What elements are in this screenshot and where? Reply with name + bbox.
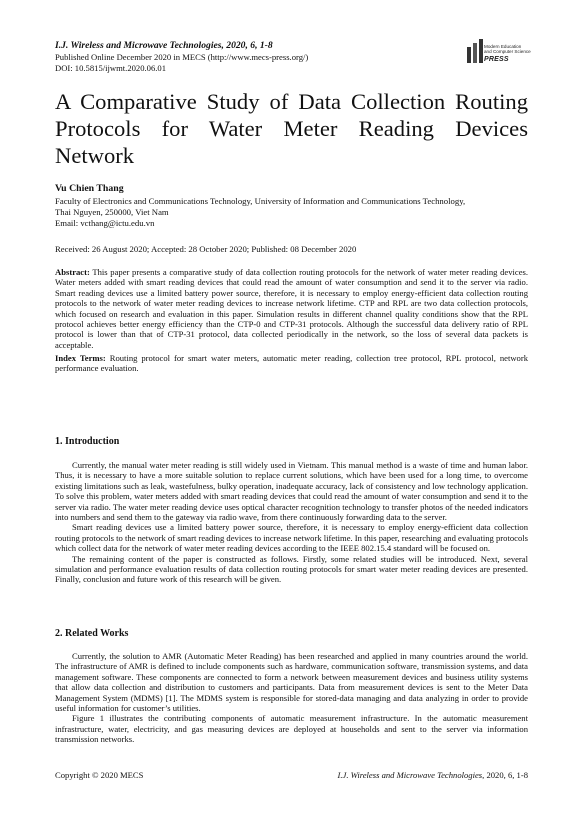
index-terms-text: Routing protocol for smart water meters, automatic meter reading, collection tree protocol, RPL protocol, network performance evaluation.	[55, 353, 529, 374]
index-terms-label: Index Terms:	[55, 353, 106, 363]
abstract-label: Abstract:	[55, 267, 90, 277]
paragraph: Currently, the manual water meter reading is still widely used in Vietnam. This manual method is a waste of time and human labor. Thus, it is necessary to have a more suitable solution to replace current solutions, which have been used for a long time, to overcome existing limitations such as leak, wastefulness, bulky operation, inadequate accuracy, lack of consistency and low technology application. To solve this problem, water meters added with smart reading devices that could read the amount of water consumption and send it to the server via radio. The water meter reading device uses optical character recognition technology to transfer photos of the needed indicators into numbers and send them to the gateway via radio wave, from there continuously forwarding data to the server.	[55, 460, 528, 523]
footer-journal-issue: , 2020, 6, 1-8	[482, 770, 528, 780]
author-name: Vu Chien Thang	[55, 183, 124, 194]
abstract	[55, 267, 528, 350]
email-line: Email: vcthang@ictu.edu.vn	[55, 218, 155, 228]
doi: DOI: 10.5815/ijwmt.2020.06.01	[55, 63, 167, 73]
logo-line-1: Modern Education	[484, 44, 522, 49]
section-heading: 2. Related Works	[55, 628, 129, 639]
abstract-text: This paper presents a comparative study of data collection routing protocols for the network of water meter reading devices. Water meters added with smart reading devices that could read the amount of water consumption and send it to the server via radio. Smart reading devices use a limited battery power source, therefore, it is necessary to employ energy-efficient data collection routing protocols to the network of water meter reading devices to increase network lifetime. CTP and RPL are two data collection protocols, which focused on research and evaluation in this paper. Simulation results in different channel quality conditions show that the RPL protocol achieves better energy efficiency than the CTP-0 and CTP-31 protocols. Although the successful data delivery ratio of RPL protocol is lower than that of CTP-31 protocol, data collected periodically in the network, so the loss of several data packets is acceptable.	[55, 267, 529, 350]
footer-journal-ref	[338, 770, 528, 780]
logo-line-2: and Computer Science	[484, 49, 531, 55]
author-affiliation	[55, 196, 535, 229]
paragraph: Smart reading devices use a limited battery power source, therefore, it is necessary to employ energy-efficient data collection routing protocols to the network of smart reading devices to increase network lifetime. In this paper, researching and evaluating protocols which collect data for the network of water meter reading devices according to the IEEE 802.15.4 standard will be focused on.	[55, 522, 528, 554]
section-heading: 1. Introduction	[55, 436, 120, 447]
publication-info: Published Online December 2020 in MECS (http://www.mecs-press.org/)	[55, 52, 309, 62]
section-body-introduction	[55, 460, 528, 585]
journal-name: I.J. Wireless and Microwave Technologies	[55, 40, 222, 51]
received-dates: Received: 26 August 2020; Accepted: 28 October 2020; Published: 08 December 2020	[55, 244, 357, 254]
address-line: Thai Nguyen, 250000, Viet Nam	[55, 207, 169, 217]
logo-text	[484, 44, 531, 54]
copyright: Copyright © 2020 MECS	[55, 770, 144, 780]
mecs-press-logo	[466, 38, 538, 68]
affiliation-line: Faculty of Electronics and Communications Technology, University of Information and Communications Technology,	[55, 196, 466, 206]
paragraph: Figure 1 illustrates the contributing components of automatic measurement infrastructure. In the automatic measurement infrastructure, water, electricity, and gas measuring devices are deployed at households and sent to the server via information transmission networks.	[55, 713, 528, 745]
index-terms	[55, 353, 528, 374]
journal-header	[55, 40, 273, 51]
logo-press: PRESS	[484, 56, 509, 63]
footer-journal-name: I.J. Wireless and Microwave Technologies	[337, 770, 483, 780]
paragraph: Currently, the solution to AMR (Automatic Meter Reading) has been researched and applied in many countries around the world. The infrastructure of AMR is defined to include components such as hardware, communication software, transmission systems, and data management software. These components are connected to form a network between measurement devices and business utility systems that allow data collection and distribution to customers and participants. Data from measurement devices is sent to the Meter Data Management System (MDMS) [1]. The MDMS system is responsible for stored-data managing and data analyzing in order to provide useful information for customer’s utilities.	[55, 651, 528, 714]
paragraph: The remaining content of the paper is constructed as follows. Firstly, some related studies will be introduced. Next, several simulation and performance evaluation results of data collection routing protocols for smart water meter reading devices are presented. Finally, conclusion and future work of this research will be given.	[55, 553, 528, 585]
paper-title: A Comparative Study of Data Collection Routing Protocols for Water Meter Reading Devices Network	[55, 89, 528, 168]
section-body-related-works	[55, 651, 528, 745]
logo-mark-icon	[466, 38, 484, 66]
journal-issue: , 2020, 6, 1-8	[221, 40, 273, 51]
